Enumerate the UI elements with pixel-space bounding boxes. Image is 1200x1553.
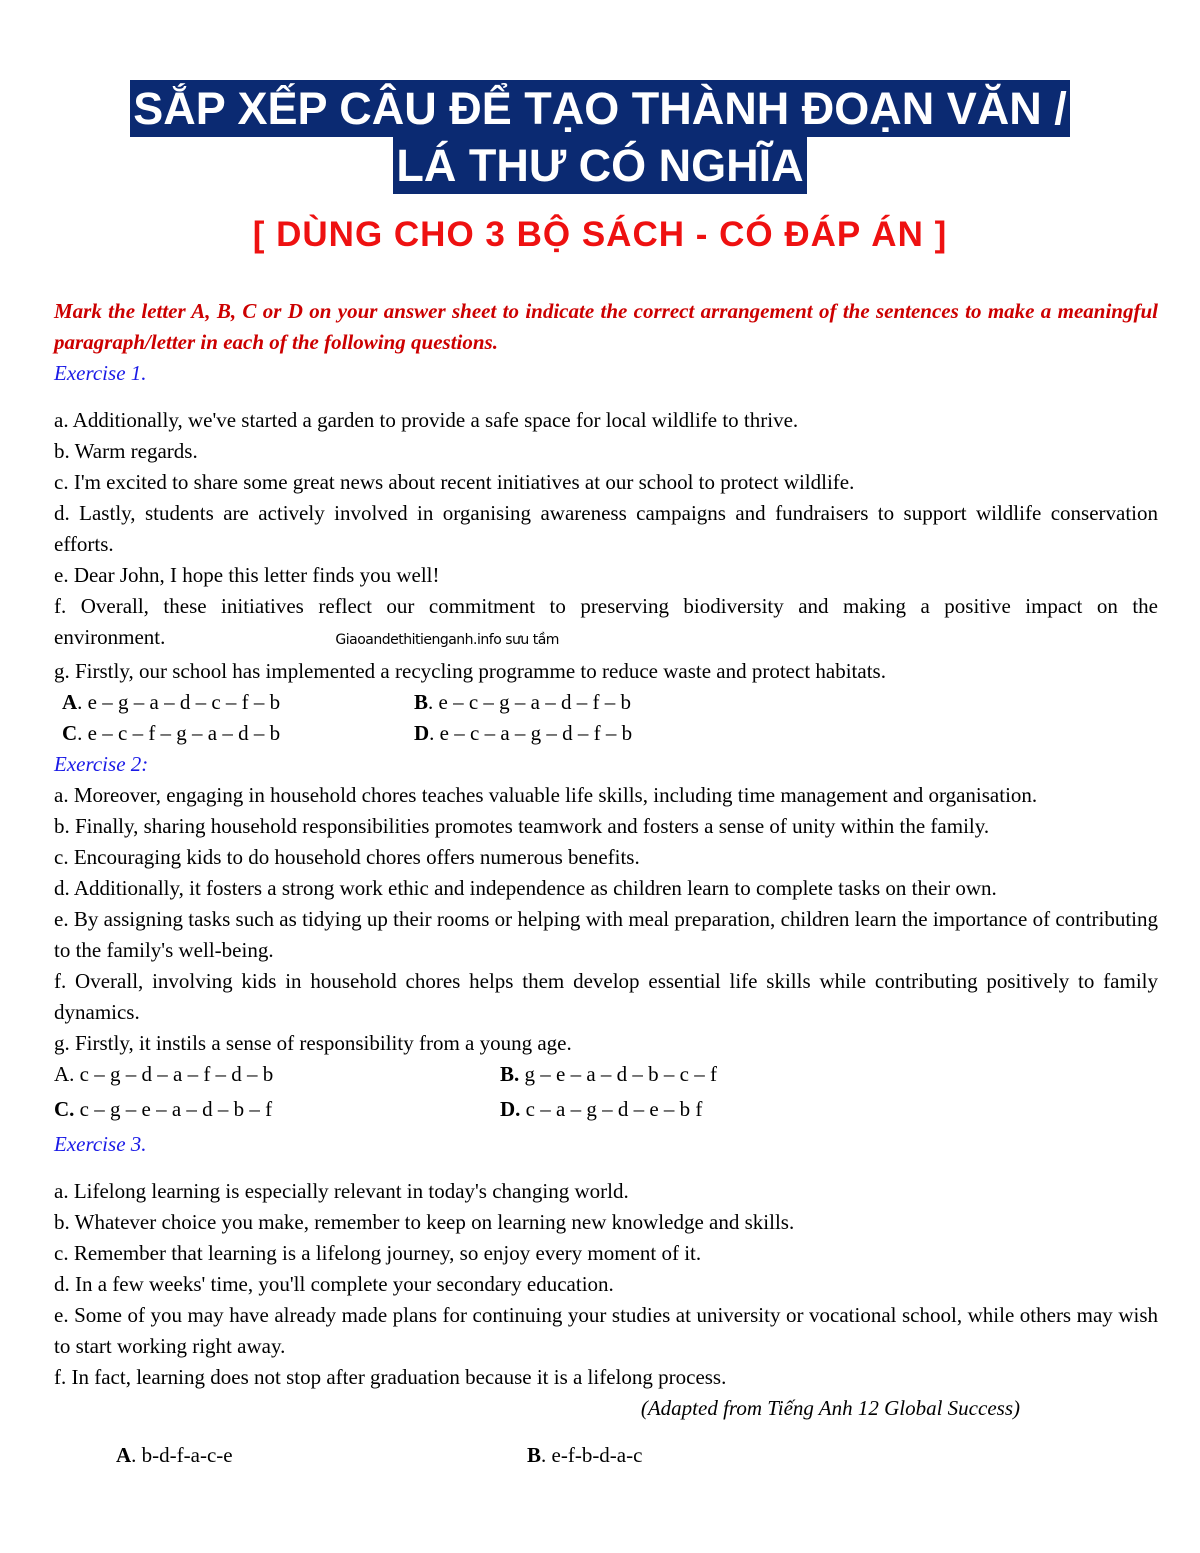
- exercise-1-option-c[interactable]: C. e – c – f – g – a – d – b: [62, 721, 281, 745]
- document-title: [0, 80, 1200, 194]
- exercise-1-option-d[interactable]: D. e – c – a – g – d – f – b: [414, 721, 633, 745]
- exercise-3-item-d: d. In a few weeks' time, you'll complete your secondary education.: [54, 1272, 614, 1296]
- watermark-text: Giaoandethitienganh.info sưu tầm: [335, 632, 559, 648]
- exercise-3-option-b[interactable]: B. e-f-b-d-a-c: [527, 1443, 643, 1467]
- exercise-1-option-b[interactable]: B. e – c – g – a – d – f – b: [414, 690, 631, 714]
- exercise-1-item-e: e. Dear John, I hope this letter finds you well!: [54, 563, 440, 587]
- exercise-3-title: Exercise 3.: [54, 1132, 147, 1156]
- exercise-3-option-a[interactable]: A. b-d-f-a-c-e: [116, 1443, 233, 1467]
- exercise-2-item-g: g. Firstly, it instils a sense of responsibility from a young age.: [54, 1031, 572, 1055]
- instruction-text: Mark the letter A, B, C or D on your answer sheet to indicate the correct arrangement of the sentences to make a meaningful paragraph/letter in each of the following questions.: [54, 299, 1158, 354]
- exercise-1-options-row-2: [54, 718, 1158, 749]
- exercise-1-item-d: d. Lastly, students are actively involved in organising awareness campaigns and fundraisers to support wildlife conservation efforts.: [54, 501, 1158, 556]
- exercise-1-item-c: c. I'm excited to share some great news about recent initiatives at our school to protect wildlife.: [54, 470, 855, 494]
- exercise-1-item-b: b. Warm regards.: [54, 439, 198, 463]
- exercise-1-options-row-1: [54, 687, 1158, 718]
- exercise-3-item-f: f. In fact, learning does not stop after graduation because it is a lifelong process.: [54, 1365, 727, 1389]
- exercise-3-source: (Adapted from Tiếng Anh 12 Global Success): [640, 1396, 1020, 1420]
- exercise-2-item-f: f. Overall, involving kids in household chores helps them develop essential life skills while contributing positively to family dynamics.: [54, 969, 1158, 1024]
- exercise-2-title: Exercise 2:: [54, 752, 149, 776]
- exercise-1-item-f: [54, 591, 1158, 656]
- document-subtitle: [ DÙNG CHO 3 BỘ SÁCH - CÓ ĐÁP ÁN ]: [252, 215, 948, 254]
- exercise-1-item-a: a. Additionally, we've started a garden to provide a safe space for local wildlife to thrive.: [54, 408, 799, 432]
- exercise-1-option-a[interactable]: A. e – g – a – d – c – f – b: [62, 690, 281, 714]
- title-line-2: LÁ THƯ CÓ NGHĨA: [393, 137, 806, 194]
- exercise-2-options-row-1: [54, 1059, 1158, 1094]
- document-body: [54, 296, 1158, 1471]
- exercise-3-item-a: a. Lifelong learning is especially relevant in today's changing world.: [54, 1179, 629, 1203]
- exercise-1-title: Exercise 1.: [54, 361, 147, 385]
- exercise-3-options-row-1: [54, 1440, 1158, 1471]
- exercise-1-item-f-text: f. Overall, these initiatives reflect our commitment to preserving biodiversity and making a positive impact on the environment.: [54, 594, 1158, 649]
- exercise-3-item-e: e. Some of you may have already made plans for continuing your studies at university or vocational school, while others may wish to start working right away.: [54, 1303, 1158, 1358]
- exercise-2-item-c: c. Encouraging kids to do household chores offers numerous benefits.: [54, 845, 640, 869]
- exercise-2-options-row-2: [54, 1094, 1158, 1129]
- exercise-2-option-c[interactable]: C. c – g – e – a – d – b – f: [54, 1097, 273, 1121]
- exercise-2-item-d: d. Additionally, it fosters a strong work ethic and independence as children learn to complete tasks on their own.: [54, 876, 997, 900]
- exercise-1-item-g: g. Firstly, our school has implemented a recycling programme to reduce waste and protect habitats.: [54, 659, 886, 683]
- exercise-2-option-a[interactable]: A. c – g – d – a – f – d – b: [54, 1062, 274, 1086]
- exercise-2-option-d[interactable]: D. c – a – g – d – e – b f: [500, 1097, 703, 1121]
- exercise-2-item-e: e. By assigning tasks such as tidying up their rooms or helping with meal preparation, children learn the importance of contributing to the family's well-being.: [54, 907, 1158, 962]
- exercise-2-item-a: a. Moreover, engaging in household chores teaches valuable life skills, including time management and organisation.: [54, 783, 1038, 807]
- title-line-1: SẮP XẾP CÂU ĐỂ TẠO THÀNH ĐOẠN VĂN /: [130, 80, 1069, 137]
- exercise-3-item-c: c. Remember that learning is a lifelong journey, so enjoy every moment of it.: [54, 1241, 702, 1265]
- exercise-2-option-b[interactable]: B. g – e – a – d – b – c – f: [500, 1062, 717, 1086]
- exercise-3-item-b: b. Whatever choice you make, remember to keep on learning new knowledge and skills.: [54, 1210, 795, 1234]
- exercise-2-item-b: b. Finally, sharing household responsibilities promotes teamwork and fosters a sense of unity within the family.: [54, 814, 990, 838]
